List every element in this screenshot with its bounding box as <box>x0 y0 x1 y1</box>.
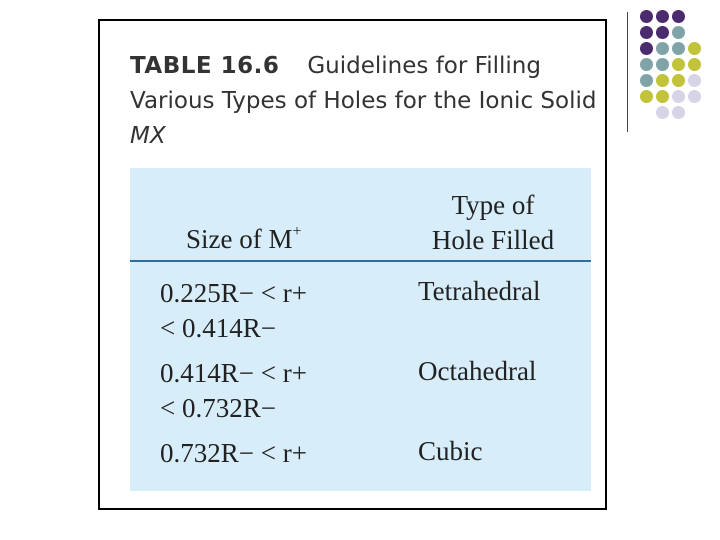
dot <box>640 90 653 103</box>
header-type-line1: Type of <box>451 190 535 220</box>
dot <box>640 74 653 87</box>
size-cell <box>160 276 307 346</box>
dot <box>640 58 653 71</box>
dot <box>672 26 685 39</box>
dot <box>672 90 685 103</box>
type-cell: Tetrahedral <box>418 276 541 306</box>
dot <box>688 42 701 55</box>
size-line1: 0.414R− < r+ <box>160 358 307 388</box>
table-title-formula: MX <box>130 123 166 149</box>
divider-line <box>627 12 628 132</box>
dot <box>656 58 669 71</box>
size-cell <box>160 436 307 471</box>
size-line2: < 0.732R− <box>160 393 276 423</box>
type-cell: Cubic <box>418 436 483 466</box>
table-label: TABLE 16.6 <box>130 53 280 79</box>
dot <box>640 10 653 23</box>
decorative-dot-grid <box>640 10 720 140</box>
header-size <box>186 223 302 255</box>
dot <box>688 58 701 71</box>
header-size-sup: + <box>292 223 302 240</box>
dot <box>672 58 685 71</box>
table-header <box>130 178 591 258</box>
dot <box>656 26 669 39</box>
dot <box>688 74 701 87</box>
dot <box>672 106 685 119</box>
dot <box>656 90 669 103</box>
size-line1: 0.225R− < r+ <box>160 278 307 308</box>
header-size-text: Size of M <box>186 224 293 254</box>
dot <box>656 42 669 55</box>
dot <box>656 106 669 119</box>
header-type-line2: Hole Filled <box>431 225 555 255</box>
dot <box>672 74 685 87</box>
dot <box>688 90 701 103</box>
type-cell: Octahedral <box>418 356 537 386</box>
data-table <box>130 168 591 491</box>
dot <box>640 42 653 55</box>
table-figure <box>98 19 607 510</box>
size-line2: < 0.414R− <box>160 313 276 343</box>
dot <box>672 10 685 23</box>
dot <box>672 42 685 55</box>
header-rule <box>130 260 591 262</box>
dot <box>640 26 653 39</box>
table-caption <box>130 49 600 154</box>
size-line1: 0.732R− < r+ <box>160 438 307 468</box>
size-cell <box>160 356 307 426</box>
header-type <box>418 188 568 258</box>
dot <box>656 10 669 23</box>
dot <box>656 74 669 87</box>
table-title: Guidelines for Filling Various Types of Holes for the Ionic Solid <box>130 53 597 114</box>
